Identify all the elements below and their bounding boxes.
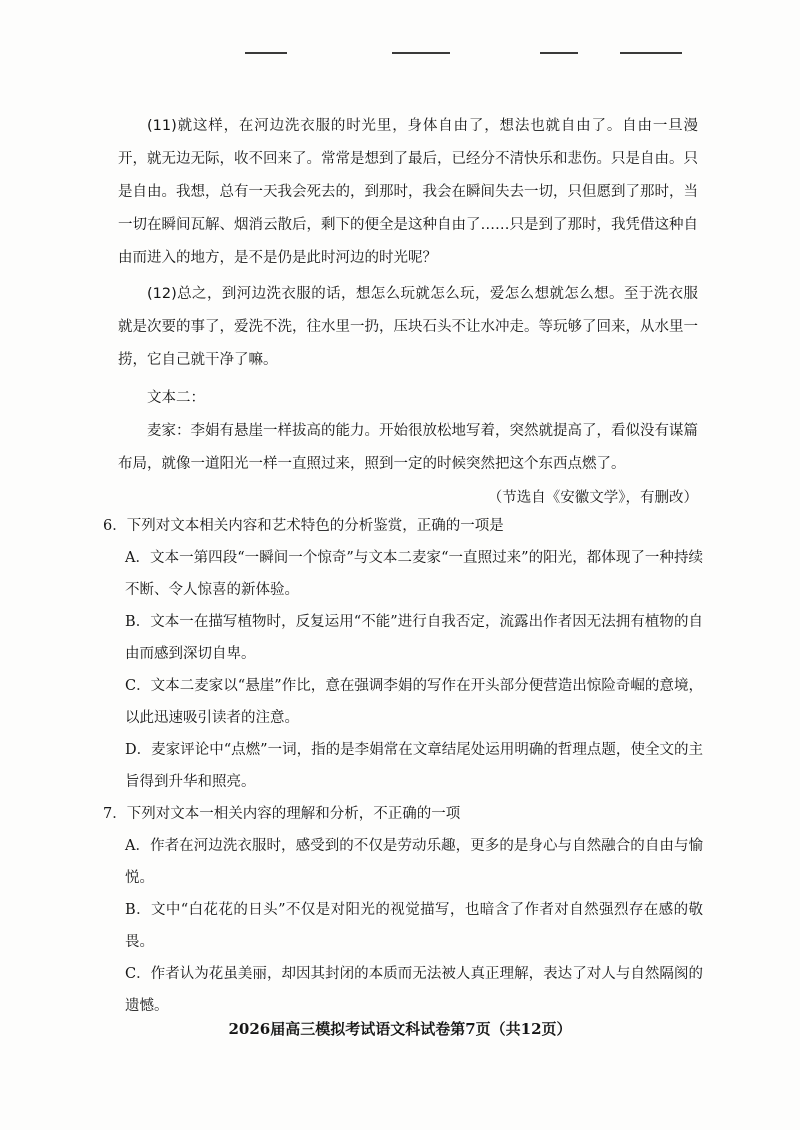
question-6-option-b: B．文本一在描写植物时，反复运用“不能”进行自我否定，流露出作者因无法拥有植物的自由而感到深切自卑。 xyxy=(125,614,703,662)
header-rule-1 xyxy=(245,52,287,54)
question-7-option-b: B．文中“白花花的日头”不仅是对阳光的视觉描写，也暗含了作者对自然强烈存在感的敬畏。 xyxy=(125,902,703,950)
question-7-option-a: A．作者在河边洗衣服时，感受到的不仅是劳动乐趣，更多的是身心与自然融合的自由与愉悦。 xyxy=(125,838,703,886)
header-rule-2 xyxy=(392,52,450,54)
header-rule-4 xyxy=(620,52,682,54)
paragraph-12: (12)总之，到河边洗衣服的话，想怎么玩就怎么玩，爱怎么想就怎么想。至于洗衣服就是次要的事了，爱洗不洗，往水里一扔，压块石头不让水冲走。等玩够了回来，从水里一捞，它自己就干净了嘛。 xyxy=(118,286,698,368)
question-6-option-c: C．文本二麦家以“悬崖”作比，意在强调李娟的写作在开头部分便营造出惊险奇崛的意境，以此迅速吸引读者的注意。 xyxy=(125,678,703,726)
text2-source: （节选自《安徽文学》，有删改） xyxy=(487,490,698,506)
text2-label: 文本二： xyxy=(147,390,205,406)
question-7-stem: 7．下列对文本一相关内容的理解和分析，不正确的一项 xyxy=(103,806,461,822)
text2-comment: 麦家：李娟有悬崖一样拔高的能力。开始很放松地写着，突然就提高了，看似没有谋篇布局，就像一道阳光一样一直照过来，照到一定的时候突然把这个东西点燃了。 xyxy=(118,423,698,472)
question-6-stem: 6．下列对文本相关内容和艺术特色的分析鉴赏，正确的一项是 xyxy=(103,518,504,534)
question-7-option-c: C．作者认为花虽美丽，却因其封闭的本质而无法被人真正理解，表达了对人与自然隔阂的遗憾。 xyxy=(125,966,703,1014)
page-footer: 2026届高三模拟考试语文科试卷第7页（共12页） xyxy=(228,1020,572,1038)
questions-section xyxy=(103,510,703,1022)
header-rule-3 xyxy=(540,52,578,54)
question-6-option-d: D．麦家评论中“点燃”一词，指的是李娟常在文章结尾处运用明确的哲理点题，使全文的主旨得到升华和照亮。 xyxy=(125,742,703,790)
reading-passage xyxy=(118,110,698,515)
paragraph-11: (11)就这样，在河边洗衣服的时光里，身体自由了，想法也就自由了。自由一旦漫开，就无边无际，收不回来了。常常是想到了最后，已经分不清快乐和悲伤。只是自由。只是自由。我想，总有一天我会死去的，到那时，我会在瞬间失去一切，只但愿到了那时，当一切在瞬间瓦解、烟消云散后，剩下的便全是这种自由了……只是到了那时，我凭借这种自由而进入的地方，是不是仍是此时河边的时光呢？ xyxy=(118,118,698,266)
question-6-option-a: A．文本一第四段“一瞬间一个惊奇”与文本二麦家“一直照过来”的阳光，都体现了一种持续不断、令人惊喜的新体验。 xyxy=(125,550,703,598)
